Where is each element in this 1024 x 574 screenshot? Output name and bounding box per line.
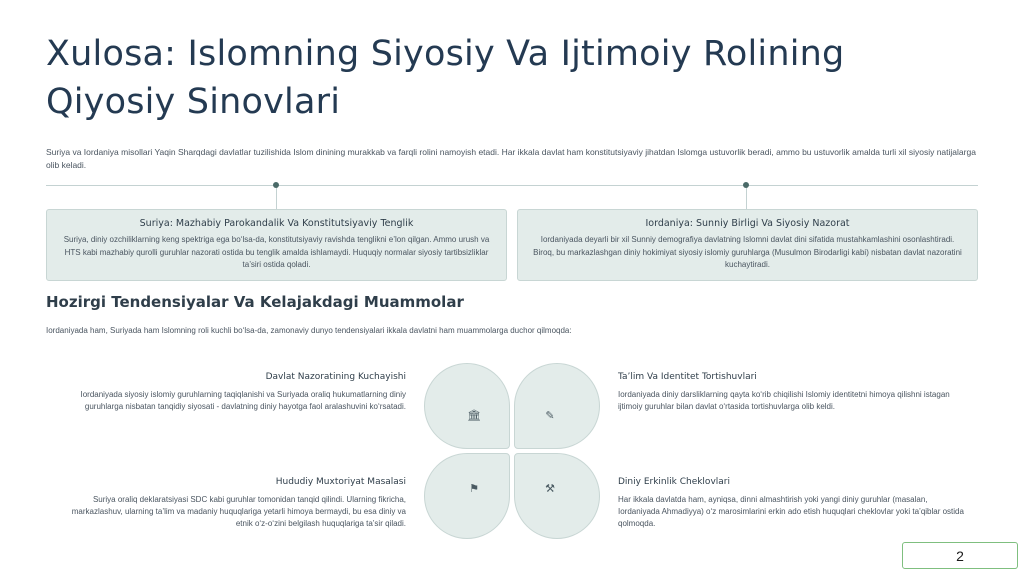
item-title-education: Ta’lim Va Identitet Tortishuvlari — [618, 372, 757, 382]
card-jordan — [517, 209, 978, 281]
card-title: Iordaniya: Sunniy Birligi Va Siyosiy Nazorat — [645, 218, 850, 229]
item-text-religious-freedom: Har ikkala davlatda ham, ayniqsa, dinni almashtirish yoki yangi diniy guruhlar (masalan, Iordaniyada Ahmadiyya) o‘z marosimlarini erkin ado etish huquqlari cheklovlar yoki ta’qiblar ostida qolmoqda. — [618, 495, 964, 528]
petal-bottom-left — [424, 453, 510, 539]
slide-title: Xulosa: Islomning Siyosiy Va Ijtimoiy Rolining Qiyosiy Sinovlari — [46, 34, 845, 122]
section-title: Hozirgi Tendensiyalar Va Kelajakdagi Muammolar — [46, 293, 464, 311]
item-title-state-control: Davlat Nazoratining Kuchayishi — [265, 372, 406, 382]
card-text: Suriya, diniy ozchiliklarning keng spektriga ega bo‘lsa-da, konstitutsiyaviy ravishda tenglikni e’lon qilgan. Ammo urush va HTS kabi mazhabiy qurolli guruhlar nazorati ostida bu tenglik amalda ishlamaydi. Huquqiy normalar siyosiy tartibsizliklar ta’siri ostida qoladi. — [63, 235, 490, 269]
item-text-state-control: Iordaniyada siyosiy islomiy guruhlarning taqiqlanishi va Suriyada oraliq hukumatlarning diniy guruhlarga nisbatan tanqidiy siyosati - davlatning diniy hayotga faol aralashuvini ko‘rsatadi. — [80, 390, 406, 411]
timeline-stem — [746, 186, 747, 210]
card-text: Iordaniyada deyarli bir xil Sunniy demografiya davlatning Islomni davlat dini sifatida mustahkamlashini osonlashtiradi. Biroq, bu markazlashgan diniy hokimiyat siyosiy islomiy guruhlarga (Musulmon Birodarligi kabi) nisbatan davlat nazoratini kuchaytiradi. — [533, 235, 962, 269]
timeline-line — [46, 185, 978, 186]
page-number: 2 — [902, 542, 1018, 569]
section-intro: Iordaniyada ham, Suriyada ham Islomning roli kuchli bo‘lsa-da, zamonaviy dunyo tendensiyalari ikkala davlatni ham muammolarga duchor qilmoqda: — [46, 326, 572, 335]
petal-top-left — [424, 363, 510, 449]
bank-icon: 🏛 — [467, 408, 481, 422]
card-syria — [46, 209, 507, 281]
card-title: Suriya: Mazhabiy Parokandalik Va Konstitutsiyaviy Tenglik — [139, 218, 414, 229]
intro-paragraph: Suriya va Iordaniya misollari Yaqin Sharqdagi davlatlar tuzilishida Islom dinining murakkab va farqli rolini namoyish etadi. Har ikkala davlat ham konstitutsiyaviy jihatdan Islomga ustuvorlik beradi, ammo bu ustuvorlik amalda turli xil siyosiy natijalarga olib keladi. — [46, 147, 976, 170]
petal-top-right — [514, 363, 600, 449]
edit-document-icon: ✎ — [545, 408, 555, 422]
petal-bottom-right — [514, 453, 600, 539]
timeline-dot — [273, 182, 279, 188]
item-text-autonomy: Suriya oraliq deklaratsiyasi SDC kabi guruhlar tomonidan tanqid qilindi. Ularning fikricha, markazlashuv, ularning ta’lim va madaniy huquqlariga yetarli himoya bermaydi, bu esa diniy va etnik o‘z-o‘zini belgilash huquqlariga ta’sir qiladi. — [71, 495, 406, 528]
map-flag-icon: ⚑ — [469, 481, 479, 495]
tools-icon: ⚒ — [545, 481, 555, 495]
item-text-education: Iordaniyada diniy darsliklarning qayta ko‘rib chiqilishi Islomiy identitetni himoya qilishni istagan ijtimoiy guruhlar bilan davlat o‘rtasida tortishuvlarga olib keldi. — [618, 390, 950, 411]
item-title-autonomy: Hududiy Muxtoriyat Masalasi — [275, 477, 406, 487]
item-title-religious-freedom: Diniy Erkinlik Cheklovlari — [618, 477, 730, 487]
timeline-dot — [743, 182, 749, 188]
timeline-stem — [276, 186, 277, 210]
